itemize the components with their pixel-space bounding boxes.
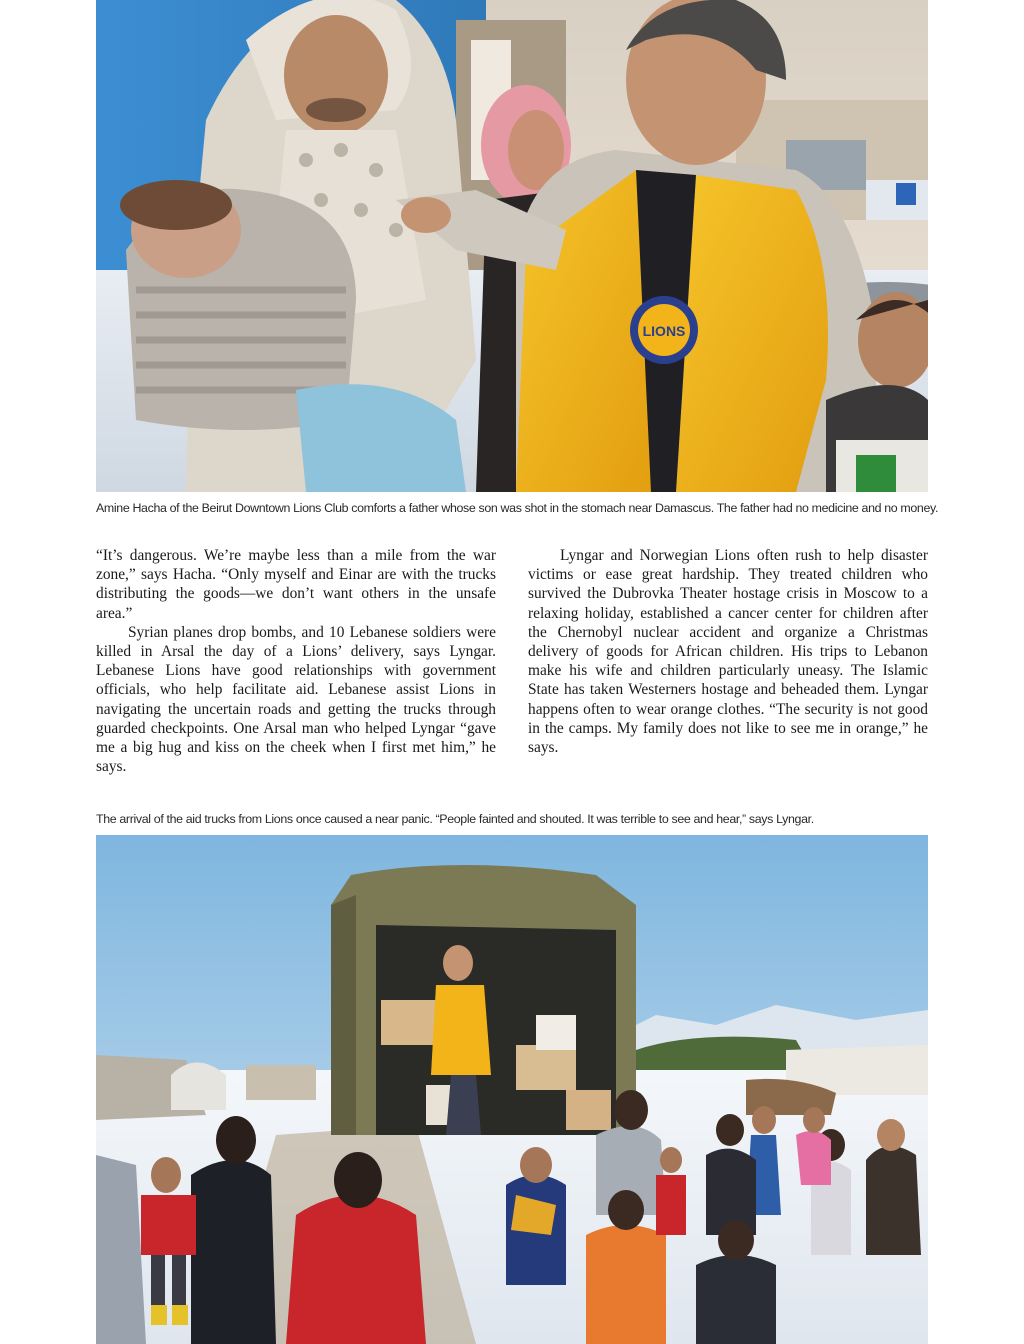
photo-caption-top: Amine Hacha of the Beirut Downtown Lions Club comforts a father whose son was shot in the stomach near Damascus. The father had no medicine and no money. <box>96 501 939 515</box>
article-column-left <box>96 546 496 776</box>
article-column-right <box>528 546 928 757</box>
refugee-camp-photo-top <box>96 0 928 492</box>
article-paragraph: Syrian planes drop bombs, and 10 Lebanese soldiers were killed in Arsal the day of a Lions’ delivery, says Lyngar. Lebanese Lions have good relationships with government officials, who help facilitate aid. Lebanese assist Lions in navigating the uncertain roads and getting the trucks through guarded checkpoints. One Arsal man who helped Lyngar “gave me a big hug and kiss on the cheek when I first met him,” he says. <box>96 623 496 776</box>
lions-logo-text: LIONS <box>642 323 686 339</box>
article-paragraph: “It’s dangerous. We’re maybe less than a mile from the war zone,” says Hacha. “Only myself and Einar are with the trucks distributing the goods—we don’t want others in the unsafe area.” <box>96 547 496 622</box>
aid-truck-photo-bottom <box>96 835 928 1344</box>
photo-caption-bottom: The arrival of the aid trucks from Lions once caused a near panic. “People fainted and shouted. It was terrible to see and hear,” says Lyngar. <box>96 812 814 826</box>
article-paragraph: Lyngar and Norwegian Lions often rush to help disaster victims or ease great hardship. They treated children who survived the Dubrovka Theater hostage crisis in Moscow to a relaxing holiday, established a cancer center for children after the Chernobyl nuclear accident and organize a Christmas delivery of goods for African children. His trips to Lebanon make his wife and children particularly uneasy. The Islamic State has taken Westerners hostage and beheaded them. Lyngar happens often to wear orange clothes. “The security is not good in the camps. My family does not like to see me in orange,” he says. <box>528 547 928 757</box>
